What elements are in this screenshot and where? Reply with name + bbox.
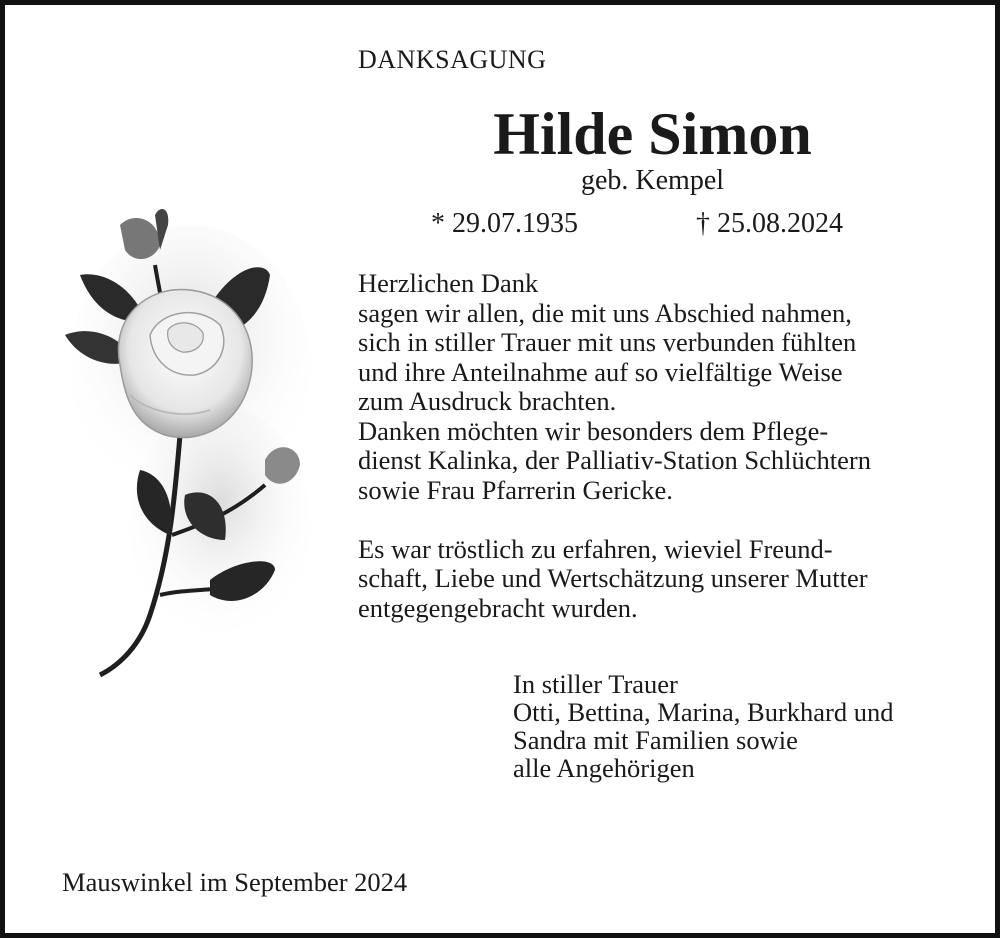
signature-line: Sandra mit Familien sowie (513, 725, 798, 755)
body-line: sich in stiller Trauer mit uns verbunden fühlten (358, 327, 857, 357)
body-line: sagen wir allen, die mit uns Abschied nahmen, (358, 297, 852, 328)
body-line: schaft, Liebe und Wertschätzung unserer Mutter (358, 563, 868, 593)
deceased-name: Hilde Simon (493, 101, 812, 167)
body-line: sowie Frau Pfarrerin Gericke. (358, 474, 673, 505)
body-line: Es war tröstlich zu erfahren, wieviel Freund- (358, 533, 833, 564)
paragraph-gap (358, 505, 978, 535)
birth-date: * 29.07.1935 (431, 208, 578, 239)
body-line: Danken möchten wir besonders dem Pflege- (358, 415, 829, 446)
maiden-name: geb. Kempel (580, 165, 725, 196)
body-line: entgegengebracht wurden. (358, 592, 638, 623)
notice-heading: DANKSAGUNG (358, 45, 547, 74)
signature-line: Otti, Bettina, Marina, Burkhard und (513, 697, 894, 727)
body-line: zum Ausdruck brachten. (358, 386, 617, 416)
family-signature (513, 670, 894, 782)
body-line: Herzlichen Dank (358, 268, 539, 298)
signature-line: alle Angehörigen (513, 753, 695, 783)
body-line: und ihre Anteilnahme auf so vielfältige Weise (358, 356, 843, 387)
signature-line: In stiller Trauer (513, 669, 678, 699)
body-line: dienst Kalinka, der Palliativ-Station Schlüchtern (358, 445, 871, 475)
place-and-date: Mauswinkel im September 2024 (62, 867, 408, 897)
death-date: † 25.08.2024 (696, 208, 843, 239)
rose-illustration-icon (60, 195, 320, 685)
thank-you-text (358, 269, 978, 623)
